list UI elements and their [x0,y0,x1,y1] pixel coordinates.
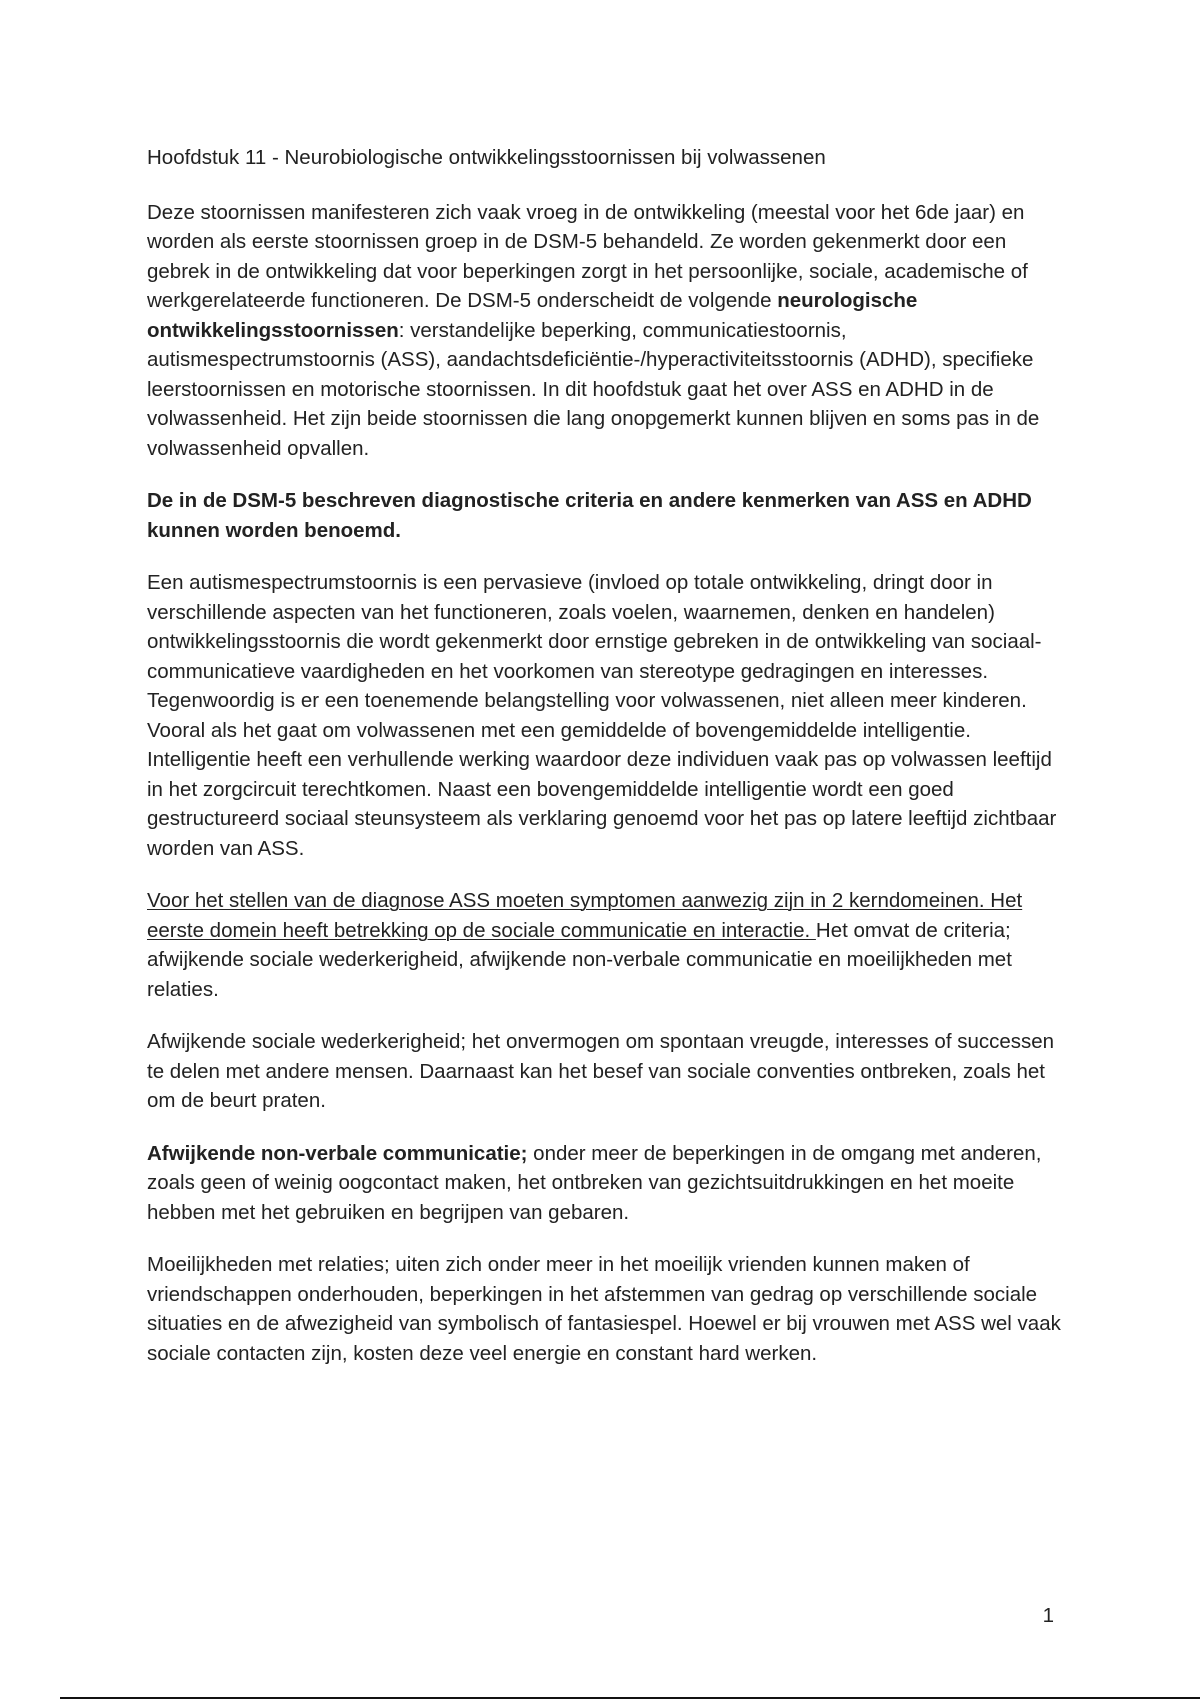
ass-paragraph: Een autismespectrumstoornis is een pervasieve (invloed op totale ontwikkeling, dringt door in verschillende aspecten van het functioneren, zoals voelen, waarnemen, denken en handelen) ontwikkelingsstoornis die wordt gekenmerkt door ernstige gebreken in de ontwikkeling van sociaal-communicatieve vaardigheden en het voorkomen van stereotype gedragingen en interesses. Tegenwoordig is er een toenemende belangstelling voor volwassenen, niet alleen meer kinderen. Vooral als het gaat om volwassenen met een gemiddelde of bovengemiddelde intelligentie. Intelligentie heeft een verhullende werking waardoor deze individuen vaak pas op volwassen leeftijd in het zorgcircuit terechtkomen. Naast een bovengemiddelde intelligentie wordt een goed gestructureerd sociaal steunsysteem als verklaring genoemd voor het pas op latere leeftijd zichtbaar worden van ASS. [147,571,1057,860]
relations-paragraph: Moeilijkheden met relaties; uiten zich onder meer in het moeilijk vrienden kunnen maken of vriendschappen onderhouden, beperkingen in het afstemmen van gedrag op verschillende sociale situaties en de afwezigheid van symbolisch of fantasiespel. Hoewel er bij vrouwen met ASS wel vaak sociale contacten zijn, kosten deze veel energie en constant hard werken. [147,1253,1061,1365]
intro-bold-term: neurologische ontwikkelingsstoornissen [147,289,918,342]
reciprocity-paragraph: Afwijkende sociale wederkerigheid; het onvermogen om spontaan vreugde, interesses of successen te delen met andere mensen. Daarnaast kan het besef van sociale conventies ontbreken, zoals het om de beurt praten. [147,1030,1055,1112]
page-bottom-divider [60,1697,1200,1699]
document-body [147,143,1067,1391]
section-heading: De in de DSM-5 beschreven diagnostische criteria en andere kenmerken van ASS en ADHD kunnen worden benoemd. [147,489,1032,542]
page-number: 1 [1042,1604,1054,1627]
domains-paragraph [147,886,1067,1004]
chapter-title: Hoofdstuk 11 - Neurobiologische ontwikkelingsstoornissen bij volwassenen [147,146,826,169]
domains-text-rest: Het omvat de criteria; afwijkende sociale wederkerigheid, afwijkende non-verbale communicatie en moeilijkheden met relaties. [147,918,1012,1001]
intro-text-start: Deze stoornissen manifesteren zich vaak vroeg in de ontwikkeling (meestal voor het 6de jaar) en worden als eerste stoornissen groep in de DSM-5 behandeld. Ze worden gekenmerkt door een gebrek in de ontwikkeling dat voor beperkingen zorgt in het persoonlijke, sociale, academische of werkgerelateerde functioneren. De DSM-5 onderscheidt de volgende [147,200,1028,312]
intro-paragraph [147,198,1067,464]
domains-underlined-text: Voor het stellen van de diagnose ASS moeten symptomen aanwezig zijn in 2 kerndomeinen. Het eerste domein heeft betrekking op de sociale communicatie en interactie. [147,889,1023,942]
intro-text-end: : verstandelijke beperking, communicatiestoornis, autismespectrumstoornis (ASS), aandachtsdeficiëntie-/hyperactiviteitsstoornis (ADHD), specifieke leerstoornissen en motorische stoornissen. In dit hoofdstuk gaat het over ASS en ADHD in de volwassenheid. Het zijn beide stoornissen die lang onopgemerkt kunnen blijven en soms pas in de volwassenheid opvallen. [147,318,1040,460]
nonverbal-text-rest: onder meer de beperkingen in de omgang met anderen, zoals geen of weinig oogcontact maken, het ontbreken van gezichtsuitdrukkingen en het moeite hebben met het gebruiken en begrijpen van gebaren. [147,1141,1042,1224]
nonverbal-bold-term: Afwijkende non-verbale communicatie; [147,1141,528,1165]
nonverbal-paragraph [147,1139,1067,1228]
